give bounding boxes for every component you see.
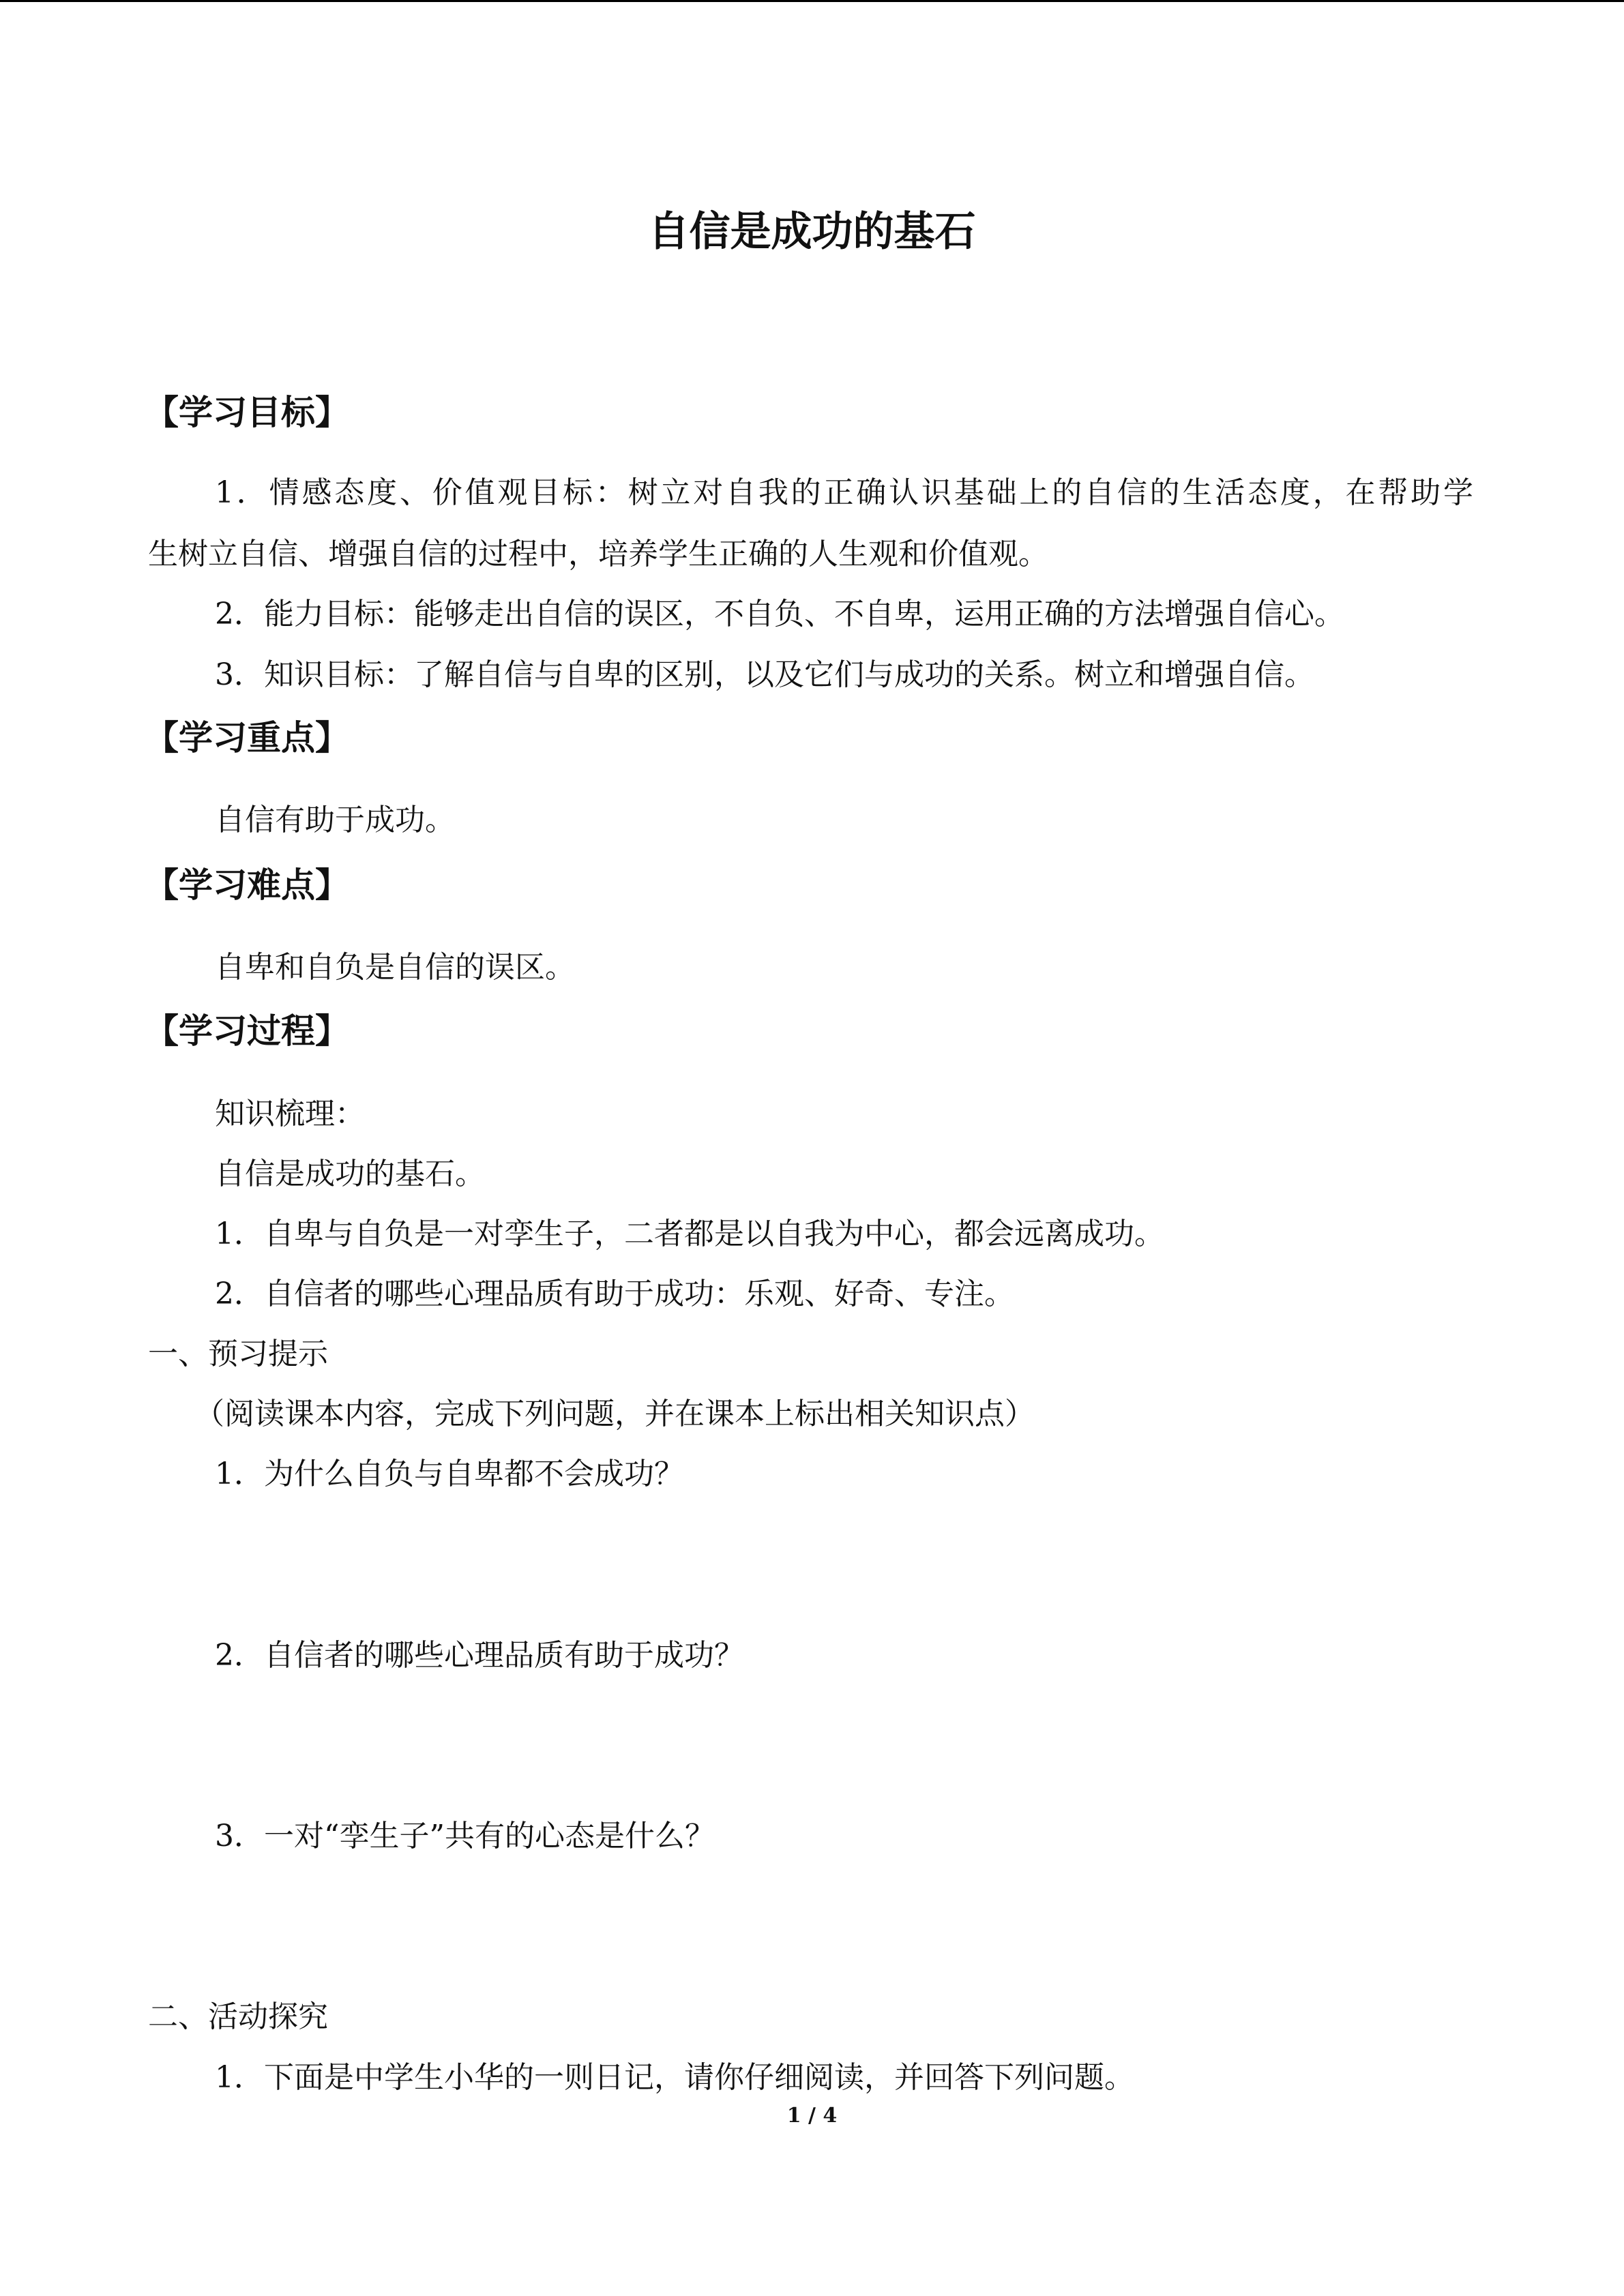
preview-question-3: 3．一对“孪生子”共有的心态是什么？ [215,1819,715,1853]
objectives-heading: 【学习目标】 [145,393,349,432]
process-line-4: 2．自信者的哪些心理品质有助于成功：乐观、好奇、专注。 [215,1277,1014,1311]
process-line-2: 自信是成功的基石。 [215,1157,485,1191]
objective-item-2: 2．能力目标：能够走出自信的误区，不自负、不自卑，运用正确的方法增强自信心。 [215,597,1344,631]
preview-heading: 一、预习提示 [148,1337,328,1371]
process-line-1: 知识梳理： [215,1097,365,1131]
preview-question-1: 1．为什么自负与自卑都不会成功？ [215,1457,684,1491]
page-number: 1 / 4 [786,2104,838,2128]
activity-line-1: 1．下面是中学生小华的一则日记，请你仔细阅读，并回答下列问题。 [215,2060,1134,2095]
objective-item-1-continued: 生树立自信、增强自信的过程中，培养学生正确的人生观和价值观。 [148,537,1048,571]
objective-item-1: 1．情感态度、价值观目标：树立对自我的正确认识基础上的自信的生活态度，在帮助学 [215,475,1473,510]
objective-item-3: 3．知识目标：了解自信与自卑的区别，以及它们与成功的关系。树立和增强自信。 [215,657,1314,692]
process-heading: 【学习过程】 [145,1011,349,1051]
preview-question-2: 2．自信者的哪些心理品质有助于成功？ [215,1638,744,1673]
preview-instruction: （阅读课本内容，完成下列问题，并在课本上标出相关知识点） [194,1397,1035,1431]
key-points-heading: 【学习重点】 [145,718,349,758]
difficulties-text: 自卑和自负是自信的误区。 [215,950,575,985]
key-points-text: 自信有助于成功。 [215,803,455,837]
document-title: 自信是成功的基石 [648,208,976,256]
process-line-3: 1．自卑与自负是一对孪生子，二者都是以自我为中心，都会远离成功。 [215,1217,1164,1251]
difficulties-heading: 【学习难点】 [145,865,349,905]
activity-heading: 二、活动探究 [148,1999,328,2034]
